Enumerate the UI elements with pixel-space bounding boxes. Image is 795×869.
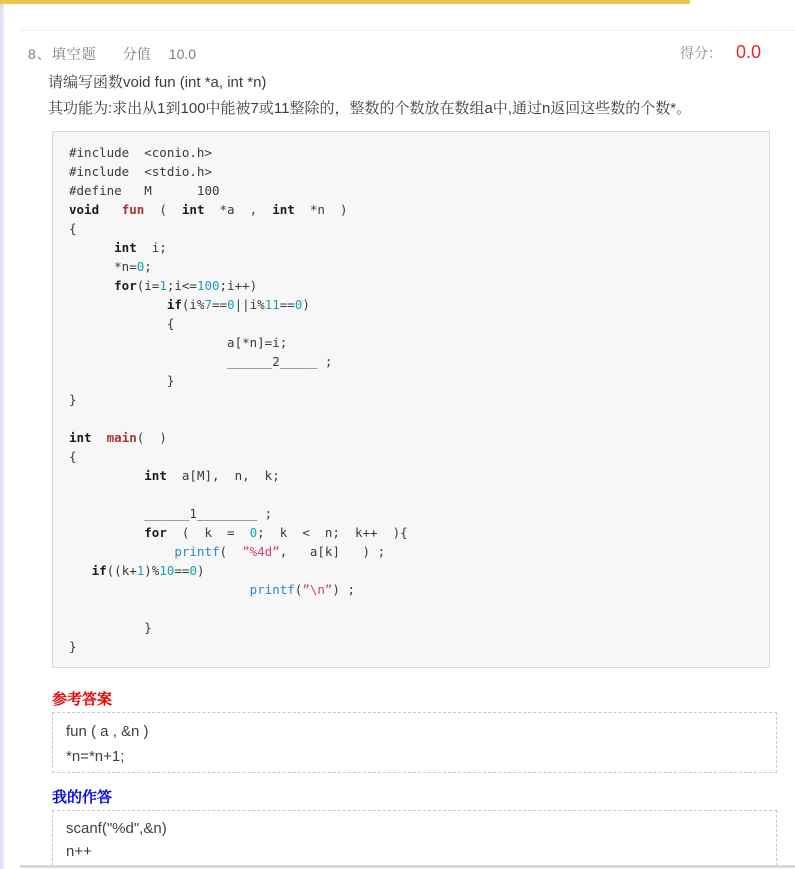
score-value: 10.0: [168, 46, 197, 62]
question-header: [28, 44, 196, 64]
code-line: printf(”\n”) ;: [249, 582, 355, 597]
left-scroll-track: [0, 0, 4, 869]
question-number-and-type: 8、填空题: [28, 46, 97, 62]
question-line-1: 请编写函数void fun (int *a, int *n): [48, 74, 267, 91]
code-line: void fun ( int *a , int *n ): [69, 202, 348, 217]
question-line-2: 其功能为:求出从1到100中能被7或11整除的，整数的个数放在数组a中,通过n返回这些数的个数*。: [48, 100, 692, 117]
my-answer-line: n++: [66, 843, 92, 860]
my-answer-line: scanf("%d",&n): [66, 820, 167, 837]
code-line: #include <stdio.h>: [69, 164, 212, 179]
code-line: {: [69, 316, 175, 331]
code-line: [69, 599, 753, 618]
code-line: ______1________ ;: [69, 506, 273, 521]
code-line: *n=0;: [69, 259, 152, 274]
code-line: #include <conio.h>: [69, 145, 212, 160]
code-line: int main( ): [69, 430, 167, 445]
code-line: }: [69, 392, 77, 407]
reference-answer-line: *n=*n+1;: [66, 748, 125, 765]
reference-answer-title: 参考答案: [52, 691, 113, 708]
code-line: {: [69, 449, 77, 464]
code-line: a[*n]=i;: [69, 335, 288, 350]
top-accent-bar: [0, 0, 690, 4]
code-line: }: [69, 639, 77, 654]
code-line: ______2_____ ;: [69, 354, 333, 369]
code-line: for ( k = 0; k < n; k++ ){: [144, 525, 408, 540]
code-line: printf( ”%4d”, a[k] ) ;: [174, 544, 386, 559]
question-text: [48, 70, 691, 122]
my-answer-title: 我的作答: [52, 789, 113, 806]
earned-score: [680, 42, 761, 63]
bottom-divider: [20, 865, 795, 868]
my-answer-box: [52, 810, 777, 866]
code-line: }: [69, 373, 175, 388]
code-line: if((k+1)%10==0): [91, 563, 205, 578]
code-line: {: [69, 221, 77, 236]
code-line: #define M 100: [69, 183, 220, 198]
score-label: 分值: [122, 46, 151, 62]
code-line: if(i%7==0||i%11==0): [166, 297, 310, 312]
code-line: [69, 409, 753, 428]
code-line: [69, 485, 753, 504]
code-block: [69, 143, 753, 656]
earned-score-value: 0.0: [735, 42, 761, 62]
earned-score-label: 得分：: [679, 45, 722, 61]
code-line: }: [69, 620, 152, 635]
reference-answer-line: fun ( a , &n ): [66, 723, 149, 740]
code-line: int a[M], n, k;: [144, 468, 280, 483]
header-divider: [20, 30, 795, 31]
code-line: int i;: [114, 240, 167, 255]
code-box: [52, 131, 770, 668]
code-line: for(i=1;i<=100;i++): [114, 278, 258, 293]
reference-answer-box: [52, 712, 777, 773]
